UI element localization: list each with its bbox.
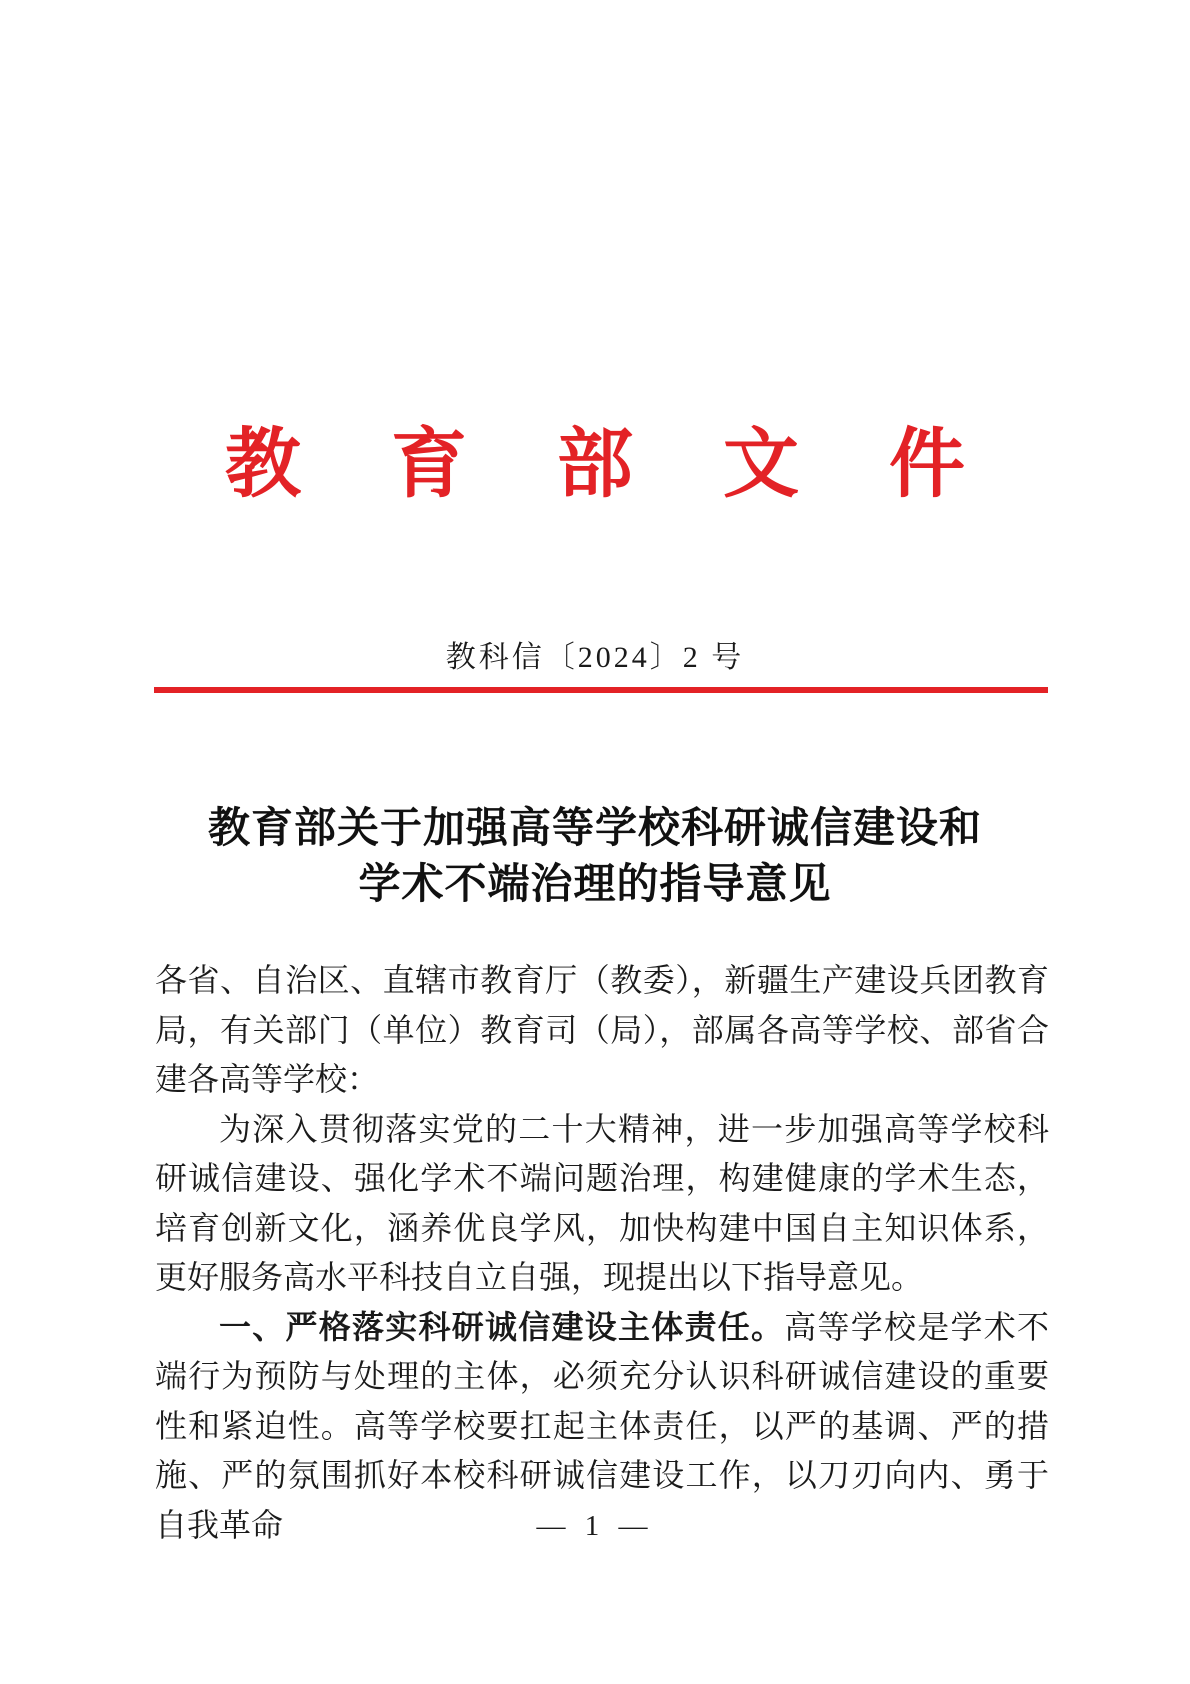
document-body <box>155 956 1049 1550</box>
page-number: — 1 — <box>536 1510 654 1542</box>
section-heading-bold: 一、严格落实科研诚信建设主体责任。 <box>219 1308 785 1345</box>
document-title <box>0 800 1190 912</box>
document-title-line2: 学术不端治理的指导意见 <box>358 860 832 907</box>
salutation-paragraph: 各省、自治区、直辖市教育厅（教委），新疆生产建设兵团教育局，有关部门（单位）教育司（局），部属各高等学校、部省合建各高等学校： <box>155 962 1049 1097</box>
red-divider-rule <box>154 687 1048 693</box>
body-paragraph-1: 为深入贯彻落实党的二十大精神，进一步加强高等学校科研诚信建设、强化学术不端问题治理，构建健康的学术生态，培育创新文化，涵养优良学风，加快构建中国自主知识体系，更好服务高水平科技自立自强，现提出以下指导意见。 <box>155 1110 1049 1295</box>
agency-header-title-text: 教育部文件 <box>225 423 1055 507</box>
document-title-line1: 教育部关于加强高等学校科研诚信建设和 <box>207 804 982 851</box>
section-body-text: 高等学校是学术不端行为预防与处理的主体，必须充分认识科研诚信建设的重要性和紧迫性。高等学校要扛起主体责任，以严的基调、严的措施、严的氛围抓好本校科研诚信建设工作，以刀刃向内、勇于自我革命 <box>155 1308 1049 1543</box>
doc-number: 教科信〔2024〕2 号 <box>445 641 745 674</box>
agency-header-title <box>0 403 1190 512</box>
